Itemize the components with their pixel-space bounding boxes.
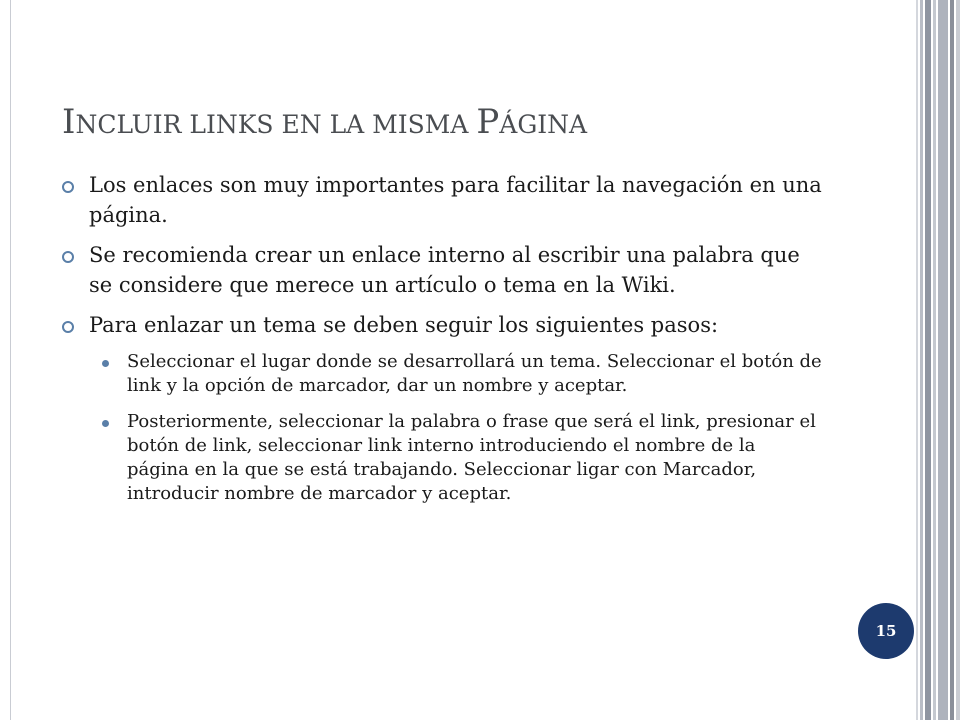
title-part: ÁGINA bbox=[499, 110, 588, 139]
bullet-list bbox=[62, 170, 822, 518]
bullet-text: Los enlaces son muy importantes para facilitar la navegación en una página. bbox=[89, 173, 822, 227]
right-frame-decoration bbox=[916, 0, 960, 720]
bullet-text: Para enlazar un tema se deben seguir los siguientes pasos: bbox=[89, 313, 719, 337]
ring-bullet-icon bbox=[62, 251, 74, 263]
bullet-item bbox=[62, 240, 822, 300]
page-number-badge bbox=[858, 603, 914, 659]
sub-bullet-text: Seleccionar el lugar donde se desarrollará un tema. Seleccionar el botón de link y la opción de marcador, dar un nombre y aceptar. bbox=[127, 351, 822, 396]
title-part: I bbox=[62, 102, 76, 142]
sub-bullet-text: Posteriormente, seleccionar la palabra o frase que será el link, presionar el botón de link, seleccionar link interno introduciendo el nombre de la página en la que se está trabajando. Seleccionar ligar con Marcador, introducir nombre de marcador y aceptar. bbox=[127, 411, 816, 504]
sub-bullet-item bbox=[100, 350, 822, 398]
page-number: 15 bbox=[875, 622, 897, 640]
sub-bullet-item bbox=[100, 410, 822, 506]
dot-bullet-icon bbox=[102, 360, 109, 367]
ring-bullet-icon bbox=[62, 181, 74, 193]
bullet-item bbox=[62, 310, 822, 340]
title-part: NCLUIR LINKS EN LA MISMA bbox=[75, 110, 477, 139]
ring-bullet-icon bbox=[62, 321, 74, 333]
bullet-item bbox=[62, 170, 822, 230]
title-part: P bbox=[476, 102, 500, 142]
slide-title bbox=[62, 102, 587, 142]
left-border-line bbox=[10, 0, 11, 720]
bullet-text: Se recomienda crear un enlace interno al escribir una palabra que se considere que merece un artículo o tema en la Wiki. bbox=[89, 243, 800, 297]
dot-bullet-icon bbox=[102, 420, 109, 427]
